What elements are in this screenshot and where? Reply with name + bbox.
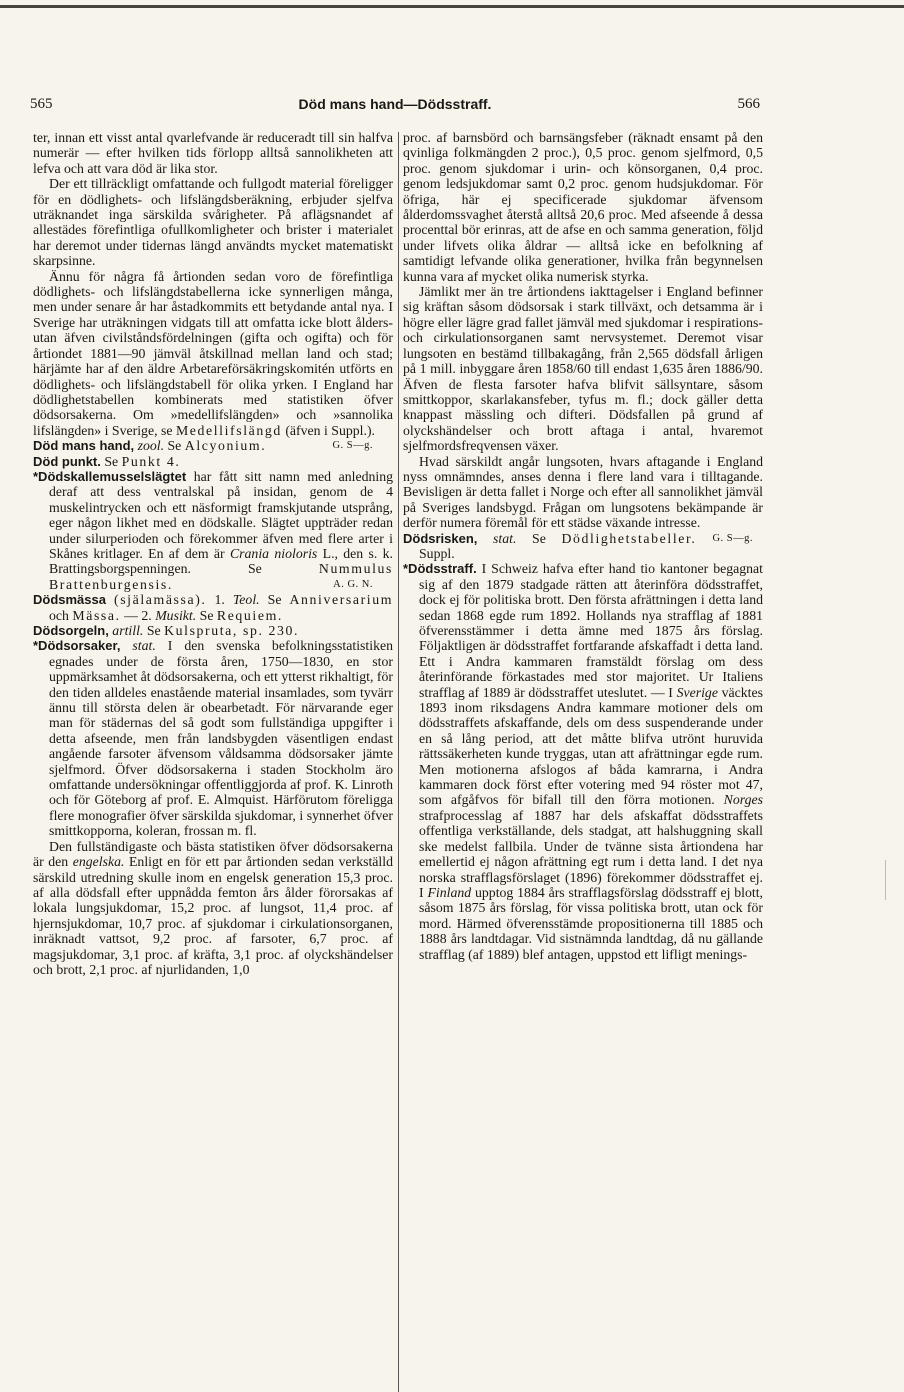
entry-headword: *Dödsorsaker, <box>33 638 121 654</box>
cross-reference: Dödlighetstabeller. <box>561 530 697 546</box>
top-rule <box>0 5 904 8</box>
entry-headword: Dödsrisken, <box>403 530 478 546</box>
running-title: Död mans hand—Dödsstraff. <box>298 96 492 112</box>
paragraph: Ännu för några få årtionden sedan voro de förefintliga dödlighets- och lifslängdstabellerna icke synnerligen många, men under senare år har åstadkommits ett betydande antal nya. I Sverige har uträkningen vidgats till att omfatta icke blott ålders- utan äfven civilståndsfördelningen (gifta och ogifta) och för årtiondet 1881—90 jämväl åtskillnad mellan land och stad; härjämte har af den äldre Arbetareförsäkringskomitén utförts en dödlighets- och lifslängdstabell för olika yrken. I England har dödlighetstabellen kombinerats med statistiken öfver dödsorsakerna. Om »medellifslängden» och »sannolika lifslängden» i Sverige, se Medellifslängd (äfven i Suppl.). G. S—g. <box>33 269 393 438</box>
entry-dodsstraff: *Dödsstraff. I Schweiz hafva efter hand tio kantoner begagnat sig af den 1879 stadgade rätten att återinföra dödsstraffet, dock ej för politiska brott. Den första afrättningen i detta land sedan 1868 egde rum 1892. Hollands nya strafflag af 1881 öfverensstämmer i detta ämne med 1875 års förslag. Följaktligen är dödsstraffet fortfarande afskaffadt i detta land. Ett i Andra kammaren framstäldt förslag om dess återinförande förkastades med stor majoritet. Ur Italiens strafflag af 1889 är dödsstraffet uteslutet. — I Sverige väcktes 1893 inom riksdagens Andra kammare motioner dels om dödsstraffets afskaffande, dels om dess suspenderande under en så lång period, att det måtte blifva utrönt huruvida rättssäkerheten kunde tryggas, utan att afrättningar egde rum. Men motionerna afslogos af båda kamrarna, i Andra kammaren dock först efter votering med 94 röster mot 47, som afgåfvos för bifall till den förra motionen. Norges strafprocesslag af 1887 har dels afskaffat dödsstraffets offentliga verkställande, dels stadgat, att halshuggning skall ske medelst fallbila. Under de tvänne sista årtiondena har emellertid ej någon afrättning egt rum i detta land. I det nya norska strafflagsförslaget (1896) förekommer dödsstraffet ej. I Finland upptog 1884 års strafflagsförslag dödsstraff ej blott, såsom 1875 års förslag, för vissa politiska brott, utan ock för mord. Härmed öfverensstämde propositionerna till 1885 och 1888 års landtdagar. Vid sistnämnda landtdag, då nu gällande strafflag (af 1889) blef antagen, uppstod ett lifligt menings- <box>403 561 764 962</box>
entry-headword: Död punkt. <box>33 453 101 469</box>
paragraph: Der ett tillräckligt omfattande och fullgodt material föreligger för en dödlighets- och lifslängdsberäkning, erbjuder sjelfva uträknandet inga särskilda svårigheter. På aflägsnandet af allestädes förefintliga ofullkomligheter och brister i materialet har deremot under tidernas längd användts mycket matematiskt skarpsinne. <box>33 176 393 269</box>
entry-dod-mans-hand: Död mans hand, zool. Se Alcyonium. <box>33 438 267 454</box>
entry-dod-punkt: Död punkt. Se Punkt 4. <box>33 453 181 469</box>
cross-reference: Punkt 4. <box>121 453 181 469</box>
entry-dodsrisken: Dödsrisken, stat. Se Dödlighetstabeller. Suppl. <box>403 530 697 561</box>
paragraph: ter, innan ett visst antal qvarlefvande är reduceradt till sin halfva numerär — efter hvilken tids förlopp alltså sannolikheten att lefva och att vara död är lika stor. <box>33 130 393 176</box>
entry-dodsmassa: Dödsmässa (själamässa). 1. Teol. Se Anniversarium och Mässa. — 2. Musikt. Se Requiem. <box>33 592 394 623</box>
cross-reference: Mässa. <box>72 607 121 623</box>
entry-dodsorsaker: *Dödsorsaker, stat. I den svenska befolkningsstatistiken egnades under de första åren, 1750—1830, en stor uppmärksamhet åt dödsorsakerna, och ett ytterst rikhaltigt, för den tiden alldeles enastående material insamlades, som tyvärr ännu till största delen är obearbetadt. För närvarande eger man för städernas del så godt som fullständiga uppgifter i detta afseende, men från landsbygden väsentligen endast angående farsoter äfvensom våldsamma dödsorsaker jämte sjelfmord. Öfver dödsorsakerna i staden Stockholm äro omfattande undersökningar offentliggjorda af prof. K. Linroth och för Göteborg af prof. E. Almquist. Härförutom föreligga flere monografier öfver särskilda sjukdomar, i synnerhet öfver smittkopporna, koleran, frossan m. fl. <box>33 638 394 839</box>
author-signature: G. S—g. <box>332 440 373 452</box>
page-number-right: 566 <box>737 96 760 112</box>
entry-headword: Död mans hand, <box>33 438 135 454</box>
author-signature: G. S—g. <box>712 532 753 544</box>
right-column <box>403 130 763 962</box>
entry-headword: *Dödskallemusselslägtet <box>33 468 187 484</box>
page-number-left: 565 <box>30 96 53 112</box>
entry-headword: Dödsorgeln, <box>33 623 109 638</box>
entry-dodsorgeln: Dödsorgeln, artill. Se Kulspruta, sp. 230. <box>33 623 300 638</box>
column-divider <box>398 132 399 1392</box>
cross-reference: Medellifslängd <box>175 422 282 438</box>
paragraph: Den fullständigaste och bästa statistiken öfver dödsorsakerna är den engelska. Enligt en för ett par årtionden sedan verkställd särskild utredning skulle inom en engelsk generation 15,3 proc. af alla dödsfall efter uppnådda femton års ålder förorsakas af lokala lungsjukdomar, 15,2 proc. af lungsot, 11,4 proc. af hjernsjukdomar, 10,7 proc. af sjukdomar i cirkulationsorganen, inräknadt vattsot, 9,2 proc. af farsoter, 6,7 proc. af magsjukdomar, 3,1 proc. af kräfta, 3,1 proc. af olyckshändelser och brott, 2,1 proc. af njurlidanden, 1,0 <box>33 838 393 977</box>
author-signature: A. G. N. <box>333 578 373 590</box>
entry-headword: *Dödsstraff. <box>403 561 477 577</box>
cross-reference: Kulspruta, sp. 230. <box>164 623 300 638</box>
cross-reference: Anniversarium <box>289 592 394 608</box>
cross-reference: Alcyonium. <box>184 438 267 454</box>
paragraph: Hvad särskildt angår lungsoten, hvars aftagande i England nyss omnämndes, anses denna i flere land vara i tilltagande. Bevisligen är detta fallet i Norge och efter all sannolikhet jämväl på Sveriges landsbygd. Frågan om lungsotens bekämpande är derför numera föremål för ett städse växande intresse. G. S—g. <box>403 454 763 531</box>
entry-dodskallemussel: *Dödskallemusselslägtet har fått sitt namn med anledning deraf att dess ventralskal på insidan, genom de 4 muskelintrycken och ett näsformigt framskjutande utsprång, eger någon likhet med en dödskalle. Slägtet uppträder redan under silurperioden och förekommer äfven med flere arter i Skånes kritlager. En af dem är Crania nioloris L., den s. k. Brattingsborgspenningen. Se Nummulus Brattenburgensis. A. G. N. <box>33 468 394 592</box>
cross-reference: Requiem. <box>216 607 283 623</box>
scan-margin-mark <box>885 860 886 900</box>
paragraph: proc. af barnsbörd och barnsängsfeber (räknadt ensamt på den qvinliga folkmängden 2 proc.), 0,5 proc. genom sjelfmord, 0,5 proc. genom sjukdomar i urin- och könsorganen, 0,4 proc. genom ledsjukdomar samt 0,2 proc. genom hudsjukdomar. För öfriga, här ej specificerade sjukdomar äfvensom ålderdomssvaghet återstå alltså 20,6 proc. Med afseende å dessa procenttal bör erinras, att de afse en och samma generation, följd under lifvets olika åldrar — alltså icke en befolkning af samtidigt lefvande olika generationer, hvilka från begynnelsen kunna vara af mycket olika numerisk styrka. <box>403 130 763 284</box>
paragraph: Jämlikt mer än tre årtiondens iakttagelser i England befinner sig kräftan såsom dödsorsak i stark tillväxt, och detsamma är i högre eller lägre grad fallet jämväl med sjukdomar i respirations- och cirkulationsorganen samt nervsystemet. Deremot visar lungsoten en bestämd tillbakagång, från 2,565 dödsfall årligen på 1 mill. inbyggare åren 1858/60 till endast 1,635 åren 1886/90. Äfven de flesta farsoter hafva blifvit sällsyntare, såsom smittkoppor, skarlakansfeber, tyfus m. fl.; dock gäller detta knappast mässling och difteri. Dödsfallen på grund af olyckshändelser och brott aftaga i antal, hvaremot sjelfmordsfreqvensen växer. <box>403 284 763 454</box>
page-header <box>30 96 760 116</box>
left-column <box>33 130 393 977</box>
cross-reference: Nummulus Brattenburgensis. <box>49 561 393 592</box>
entry-headword: Dödsmässa <box>33 592 106 608</box>
